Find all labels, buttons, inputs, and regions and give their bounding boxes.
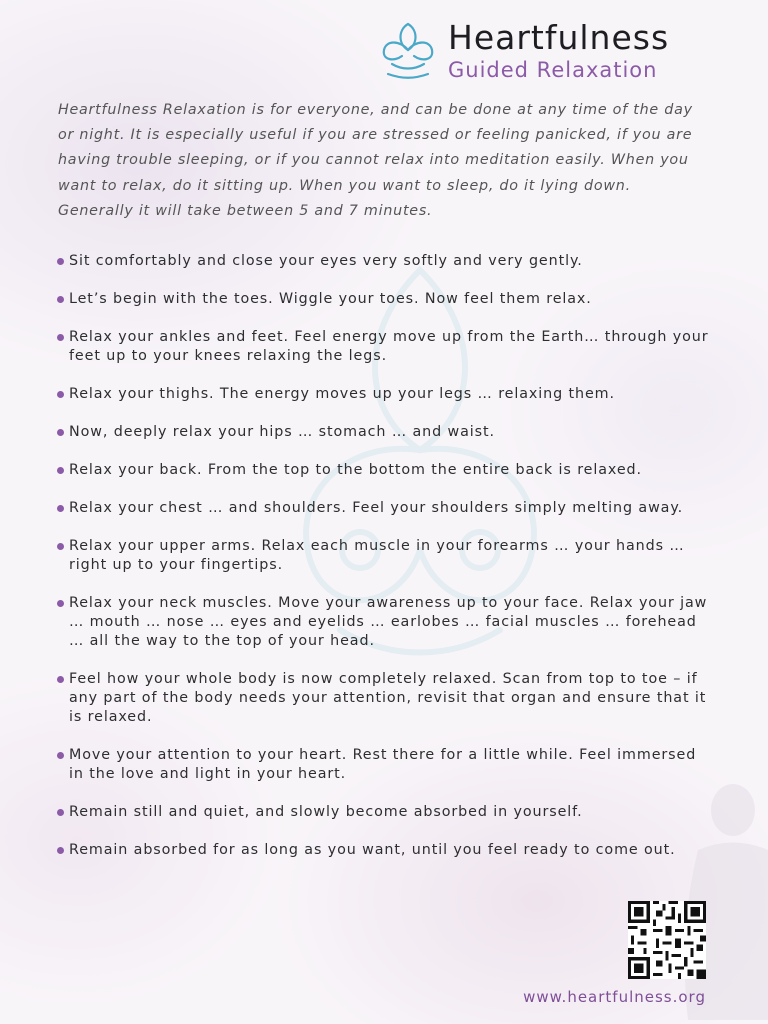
list-item	[56, 423, 716, 442]
bullet-icon	[57, 847, 64, 854]
step-text: Relax your upper arms. Relax each muscle in your forearms … your hands … right up to your fingertips.	[69, 538, 685, 573]
step-text: Remain still and quiet, and slowly become absorbed in yourself.	[69, 804, 583, 820]
step-text: Move your attention to your heart. Rest there for a little while. Feel immersed in the love and light in your heart.	[69, 747, 697, 782]
bullet-icon	[57, 334, 64, 341]
step-text: Now, deeply relax your hips … stomach … and waist.	[69, 424, 495, 440]
step-text: Sit comfortably and close your eyes very softly and very gently.	[69, 253, 583, 269]
bullet-icon	[57, 809, 64, 816]
heartfulness-lotus-icon	[378, 16, 438, 82]
bullet-icon	[57, 752, 64, 759]
intro-paragraph: Heartfulness Relaxation is for everyone, and can be done at any time of the day or night. It is especially useful if you are stressed or feeling panicked, if you are having trouble sleeping, or if you cannot relax into meditation easily. When you want to relax, do it sitting up. When you want to sleep, do it lying down. Generally it will take between 5 and 7 minutes.	[58, 102, 693, 219]
list-item	[56, 328, 716, 366]
step-text: Feel how your whole body is now completely relaxed. Scan from top to toe – if any part of the body needs your attention, revisit that organ and ensure that it is relaxed.	[69, 671, 707, 725]
page-subtitle: Guided Relaxation	[448, 58, 658, 82]
list-item	[56, 841, 716, 860]
list-item	[56, 461, 716, 480]
list-item	[56, 499, 716, 518]
list-item	[56, 594, 716, 651]
bullet-icon	[57, 391, 64, 398]
header	[378, 14, 708, 84]
list-item	[56, 670, 716, 727]
bullet-icon	[57, 258, 64, 265]
bullet-icon	[57, 429, 64, 436]
qr-code-icon[interactable]	[628, 901, 706, 979]
list-item	[56, 252, 716, 271]
website-link[interactable]: www.heartfulness.org	[523, 988, 706, 1006]
step-text: Relax your thighs. The energy moves up your legs … relaxing them.	[69, 386, 615, 402]
list-item	[56, 290, 716, 309]
brand-name: Heartfulness	[448, 18, 670, 57]
bullet-icon	[57, 543, 64, 550]
bullet-icon	[57, 296, 64, 303]
list-item	[56, 746, 716, 784]
step-text: Let’s begin with the toes. Wiggle your toes. Now feel them relax.	[69, 291, 592, 307]
step-text: Relax your neck muscles. Move your awareness up to your face. Relax your jaw … mouth … nose … eyes and eyelids … earlobes … facial muscles … forehead … all the way to the top of your head.	[69, 595, 708, 649]
bullet-icon	[57, 676, 64, 683]
bullet-icon	[57, 600, 64, 607]
list-item	[56, 803, 716, 822]
list-item	[56, 537, 716, 575]
step-text: Remain absorbed for as long as you want, until you feel ready to come out.	[69, 842, 676, 858]
relaxation-steps-list	[56, 252, 716, 879]
step-text: Relax your ankles and feet. Feel energy move up from the Earth… through your feet up to your knees relaxing the legs.	[69, 329, 709, 364]
step-text: Relax your chest … and shoulders. Feel your shoulders simply melting away.	[69, 500, 684, 516]
list-item	[56, 385, 716, 404]
step-text: Relax your back. From the top to the bottom the entire back is relaxed.	[69, 462, 642, 478]
bullet-icon	[57, 467, 64, 474]
bullet-icon	[57, 505, 64, 512]
